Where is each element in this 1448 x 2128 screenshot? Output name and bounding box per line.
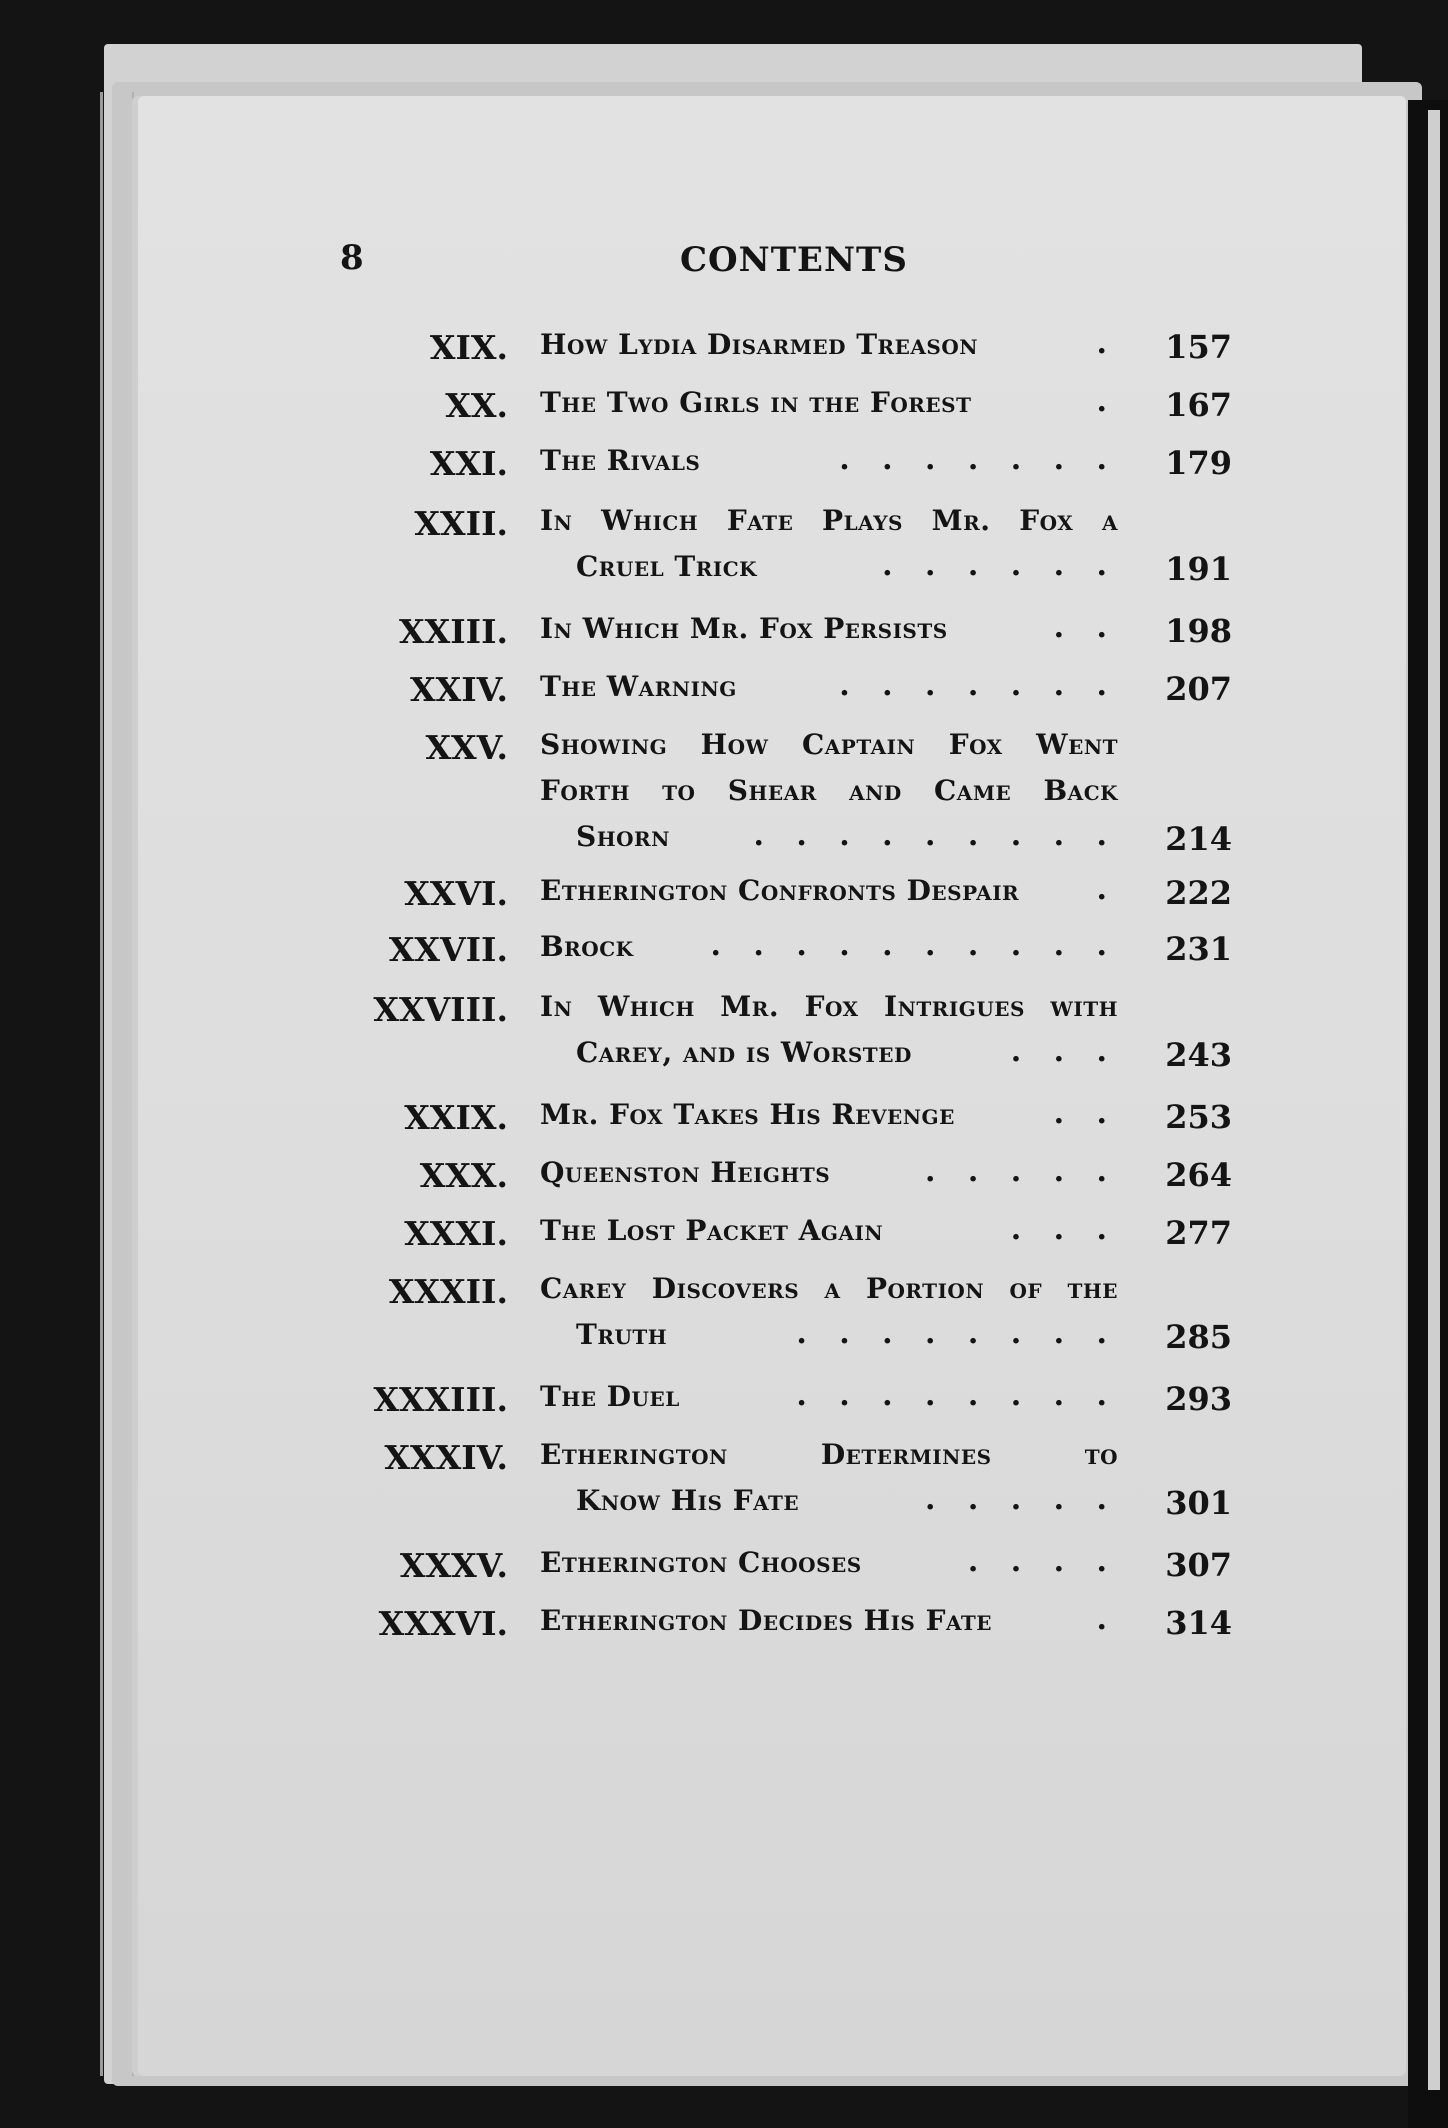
leader-dots: . . . . . . . . . . [710,928,1118,963]
chapter-title: Queenston Heights [540,1156,831,1189]
chapter-title-line [0,1604,1448,1648]
chapter-page-number: 231 [1165,930,1232,968]
chapter-page-number: 285 [1165,1318,1232,1356]
chapter-title: The Two Girls in the Forest [540,386,972,419]
chapter-title-line [0,930,1448,974]
chapter-page-number: 301 [1165,1484,1232,1522]
chapter-title: Mr. Fox Takes His Revenge [540,1098,955,1131]
chapter-title-line [0,670,1448,714]
chapter-title: How Lydia Disarmed Treason [540,328,979,361]
leader-dots: . [1096,872,1118,907]
chapter-title-line [0,1156,1448,1200]
chapter-title: Forth to Shear and Came Back [540,774,1118,807]
chapter-numeral: XXX. [419,1156,508,1195]
chapter-numeral: XXVI. [404,874,508,913]
chapter-title: Truth [576,1318,668,1351]
chapter-title: Carey, and is Worsted [576,1036,912,1069]
chapter-page-number: 198 [1165,612,1232,650]
chapter-numeral: XXII. [414,504,508,543]
leader-dots: . . [1053,610,1118,645]
page-title: CONTENTS [680,240,908,280]
chapter-title-line [0,774,1448,818]
leader-dots: . [1096,326,1118,361]
chapter-title-line [0,504,1448,548]
leader-dots: . . . . . . . . . [753,818,1118,853]
chapter-page-number: 277 [1165,1214,1232,1252]
chapter-title: Shorn [576,820,670,853]
chapter-numeral: XXXIII. [373,1380,508,1419]
chapter-page-number: 167 [1165,386,1232,424]
chapter-title-line [0,1098,1448,1142]
chapter-title-line [0,820,1448,864]
chapter-title-line [0,728,1448,772]
chapter-numeral: XXVIII. [373,990,508,1029]
chapter-numeral: XX. [445,386,508,425]
chapter-numeral: XXXII. [388,1272,508,1311]
chapter-page-number: 179 [1165,444,1232,482]
chapter-title: In Which Fate Plays Mr. Fox a [540,504,1118,537]
leader-dots: . [1096,1602,1118,1637]
chapter-title: Showing How Captain Fox Went [540,728,1118,761]
chapter-numeral: XXV. [425,728,508,767]
chapter-page-number: 214 [1165,820,1232,858]
chapter-numeral: XXXV. [399,1546,508,1585]
chapter-numeral: XIX. [429,328,508,367]
chapter-title-line [0,1438,1448,1482]
chapter-numeral: XXVII. [388,930,508,969]
chapter-page-number: 253 [1165,1098,1232,1136]
leader-dots: . . . . . . . [839,442,1118,477]
chapter-numeral: XXXI. [404,1214,508,1253]
chapter-page-number: 191 [1165,550,1232,588]
chapter-page-number: 293 [1165,1380,1232,1418]
leader-dots: . . . . . [925,1154,1118,1189]
chapter-numeral: XXIV. [410,670,508,709]
chapter-numeral: XXIII. [398,612,508,651]
chapter-page-number: 264 [1165,1156,1232,1194]
chapter-title-line [0,550,1448,594]
chapter-title-line [0,1214,1448,1258]
chapter-title: Brock [540,930,634,963]
chapter-title-line [0,990,1448,1034]
leader-dots: . . . . . . [882,548,1118,583]
chapter-title: The Rivals [540,444,701,477]
chapter-page-number: 157 [1165,328,1232,366]
leader-dots: . . . . [967,1544,1118,1579]
chapter-numeral: XXI. [429,444,508,483]
chapter-title: Etherington Confronts Despair [540,874,1020,907]
leader-dots: . . . . . [925,1482,1118,1517]
chapter-title: Know His Fate [576,1484,800,1517]
chapter-numeral: XXIX. [404,1098,508,1137]
chapter-title-line [0,874,1448,918]
leader-dots: . . . . . . . . [796,1316,1118,1351]
chapter-title-line [0,444,1448,488]
leader-dots: . . . . . . . . [796,1378,1118,1413]
chapter-title: Etherington Chooses [540,1546,862,1579]
chapter-title-line [0,328,1448,372]
chapter-title-line [0,386,1448,430]
chapter-title-line [0,1484,1448,1528]
leader-dots: . [1096,384,1118,419]
chapter-title-line [0,1318,1448,1362]
chapter-page-number: 207 [1165,670,1232,708]
chapter-title: In Which Mr. Fox Intrigues with [540,990,1118,1023]
chapter-numeral: XXXVI. [378,1604,508,1643]
chapter-title: In Which Mr. Fox Persists [540,612,948,645]
chapter-title: Cruel Trick [576,550,758,583]
chapter-page-number: 314 [1165,1604,1232,1642]
chapter-title: The Warning [540,670,737,703]
chapter-page-number: 307 [1165,1546,1232,1584]
chapter-page-number: 243 [1165,1036,1232,1074]
chapter-title: Etherington Determines to [540,1438,1118,1471]
page-number: 8 [340,238,364,278]
chapter-title-line [0,1546,1448,1590]
leader-dots: . . [1053,1096,1118,1131]
chapter-title: Etherington Decides His Fate [540,1604,993,1637]
chapter-title-line [0,1272,1448,1316]
chapter-title: The Lost Packet Again [540,1214,884,1247]
chapter-title: The Duel [540,1380,680,1413]
leader-dots: . . . . . . . [839,668,1118,703]
leader-dots: . . . [1010,1212,1118,1247]
leader-dots: . . . [1010,1034,1118,1069]
chapter-numeral: XXXIV. [384,1438,508,1477]
chapter-page-number: 222 [1165,874,1232,912]
chapter-title-line [0,612,1448,656]
chapter-title-line [0,1036,1448,1080]
chapter-title: Carey Discovers a Portion of the [540,1272,1118,1305]
chapter-title-line [0,1380,1448,1424]
